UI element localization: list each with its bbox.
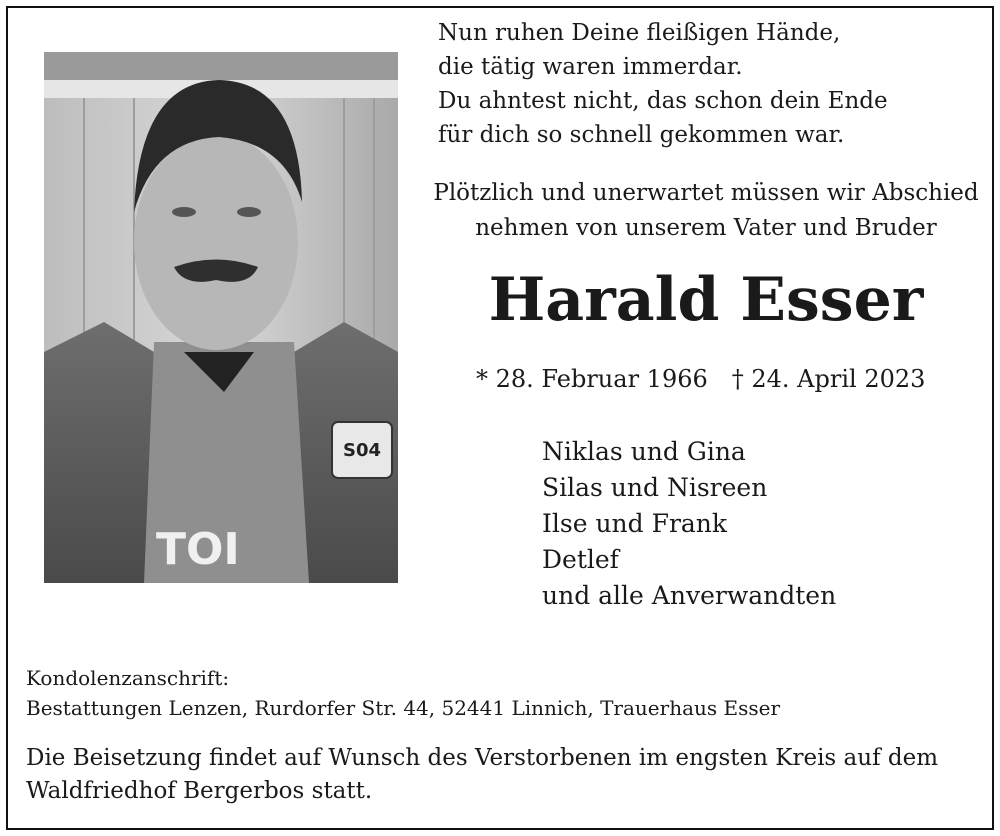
death-date: † 24. April 2023 bbox=[731, 365, 926, 393]
burial-notice: Die Beisetzung findet auf Wunsch des Verstorbenen im engsten Kreis auf dem Waldfriedhof Bergerbos statt. bbox=[26, 745, 939, 804]
mourner-item: Ilse und Frank bbox=[542, 509, 728, 538]
mourner-item: Silas und Nisreen bbox=[542, 473, 768, 502]
memorial-poem: Nun ruhen Deine fleißigen Hände, die tätig waren immerdar. Du ahntest nicht, das schon dein Ende für dich so schnell gekommen war. bbox=[438, 20, 888, 148]
shirt-text: TOI bbox=[156, 524, 240, 575]
deceased-name: Harald Esser bbox=[488, 265, 924, 335]
portrait-photo bbox=[44, 52, 398, 583]
mourner-item: Detlef bbox=[542, 545, 619, 574]
announcement-intro: Plötzlich und unerwartet müssen wir Abschied nehmen von unserem Vater und Bruder bbox=[433, 180, 979, 241]
birth-date: * 28. Februar 1966 bbox=[476, 365, 708, 393]
mourner-item: Niklas und Gina bbox=[542, 437, 746, 466]
condolence-label: Kondolenzanschrift: bbox=[26, 666, 230, 690]
mourners-list bbox=[542, 434, 836, 614]
condolence-address: Bestattungen Lenzen, Rurdorfer Str. 44, 52441 Linnich, Trauerhaus Esser bbox=[26, 696, 781, 720]
life-dates bbox=[476, 362, 925, 396]
badge-text: S04 bbox=[342, 440, 382, 461]
mourner-item: und alle Anverwandten bbox=[542, 581, 837, 610]
